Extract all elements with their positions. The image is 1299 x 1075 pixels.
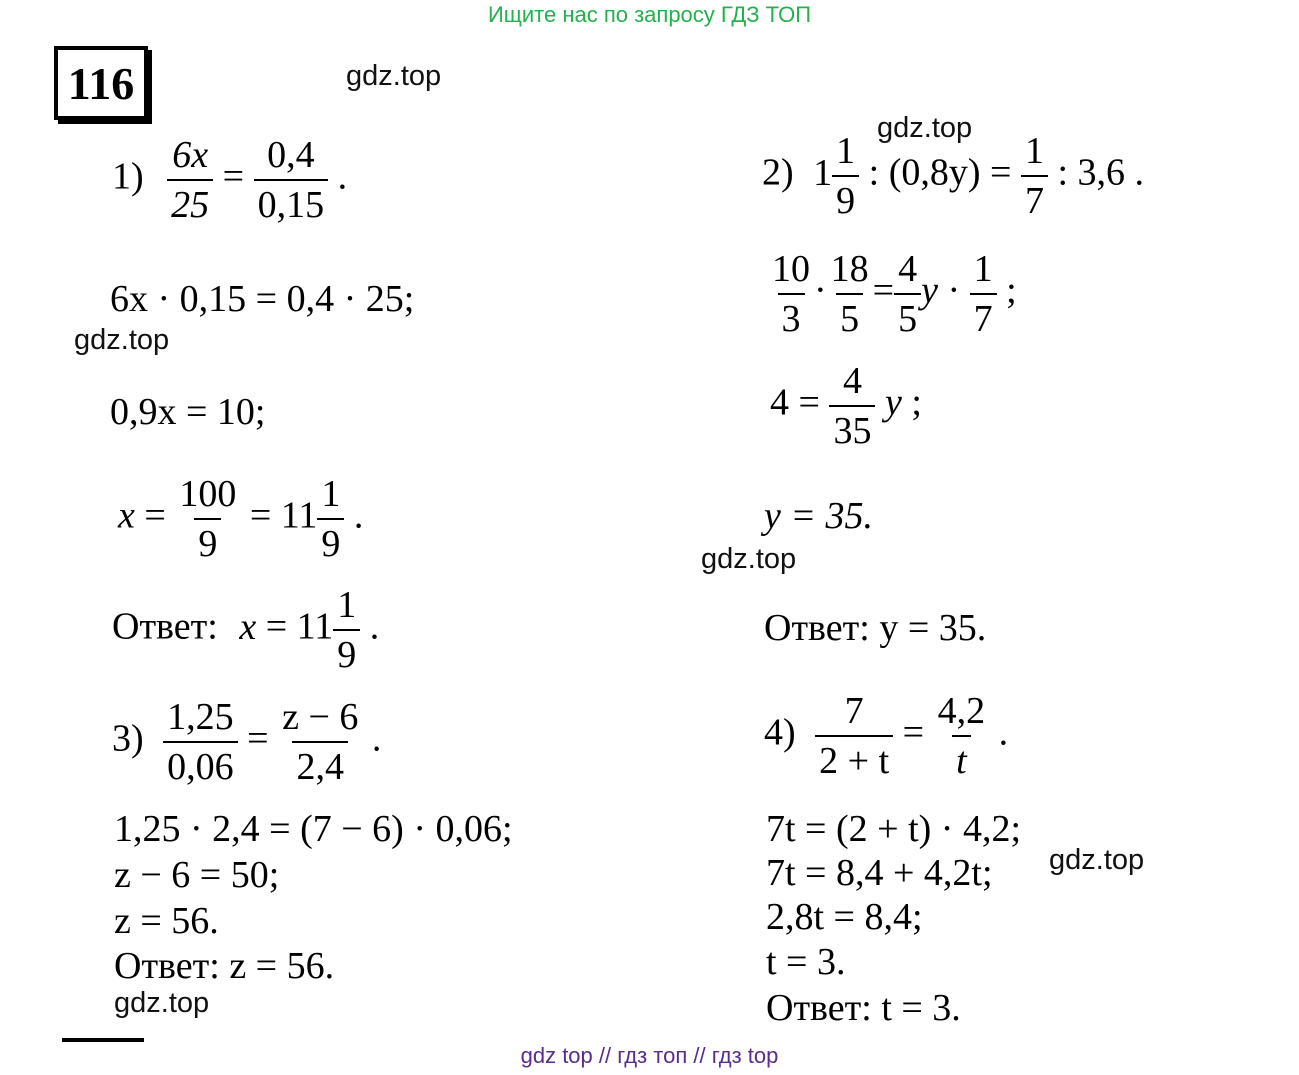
problem-3-step-3: z = 56. [114,900,219,942]
fraction-numerator: 1 [321,473,341,515]
answer-value: z = 56. [229,945,335,987]
fraction-denominator: 5 [836,293,863,338]
bottom-rule [62,1038,144,1042]
fraction-denominator: 5 [894,293,921,338]
fraction-denominator: 2,4 [292,741,348,786]
mixed-whole: 1 [813,151,833,194]
fraction-numerator: 1 [836,130,856,172]
fraction-denominator: 7 [1021,175,1048,220]
fraction-denominator: 0,15 [254,179,329,224]
fraction-denominator: 7 [970,293,997,338]
fraction-numerator: 1 [973,248,993,290]
fraction-denominator: 9 [333,629,360,674]
problem-4-answer [766,989,961,1027]
fraction-numerator: 4,2 [937,690,986,732]
problem-4-step-1: 7t = (2 + t) · 4,2; [766,808,1021,850]
problem-3-equation: 3) $\frac{1,25}{0,06}$ = $\frac{z - 6}{2,4}$ . [112,696,382,788]
problem-2-result: y = 35. [764,495,874,537]
fraction-denominator: 9 [317,518,344,563]
problem-2-equation [762,132,1144,220]
watermark: gdz.top [74,324,170,356]
problem-1-step-1: 6x · 0,15 = 0,4 · 25; [110,278,415,320]
fraction-numerator: 1 [1024,130,1044,172]
fraction-numerator: 1 [337,584,357,626]
top-banner: Ищите нас по запросу ГДЗ ТОП [487,2,812,27]
problem-1-solution: x = $\frac{100}{9}$ = 11 $\frac{1}{9}$ . [118,473,364,565]
problem-1-step-2: 0,9x = 10; [110,391,266,433]
problem-4-step-4: t = 3. [766,941,846,983]
problem-3-label: 3) [112,717,144,760]
problem-4-label: 4) [764,711,796,754]
mixed-whole: 11 [296,605,334,648]
problem-1-label: 1) [112,155,144,198]
answer-value: y = 35. [879,607,987,649]
problem-3-answer [114,947,334,985]
fraction-denominator: 2 + t [815,735,893,780]
problem-4-equation: 4) $\frac{7}{2 + t}$ = $\frac{4,2}{t}$ . [764,690,1009,782]
equation-middle: : (0,8y) = [868,151,1012,194]
fraction-numerator: 0,4 [267,134,315,176]
problem-1-equation: 1) $\frac{6x}{25}$ = $\frac{0,4}{0,15}$ . [112,134,348,226]
problem-4-step-2: 7t = 8,4 + 4,2t; [766,852,993,894]
answer-word: Ответ: [114,945,220,987]
answer-word: Ответ: [766,987,872,1029]
watermark: gdz.top [346,60,442,92]
task-number-box: 116 [54,46,148,120]
problem-2-step-2: 4 = $\frac{4}{35}$ y ; [770,360,922,452]
problem-3-step-2: z − 6 = 50; [114,854,280,896]
fraction-denominator: 9 [194,518,221,563]
problem-2-step-1: $\frac{10}{3}$ · $\frac{18}{5}$ = $\frac{4}{5}$ y · $\frac{1}{7}$ ; [768,250,1017,338]
mixed-whole: 11 [280,494,318,537]
answer-value: t = 3. [881,987,961,1029]
answer-word: Ответ: [764,607,870,649]
fraction-denominator: t [952,735,971,780]
watermark: gdz.top [877,112,973,144]
fraction-denominator: 0,06 [163,741,238,786]
fraction-numerator: z − 6 [282,696,359,738]
fraction-numerator: 100 [179,473,237,515]
fraction-denominator: 35 [829,405,875,450]
footer-links[interactable]: gdz top // гдз топ // гдз top [520,1043,779,1068]
equation-tail: : 3,6 . [1057,151,1145,194]
fraction-numerator: 18 [830,248,869,290]
problem-4-step-3: 2,8t = 8,4; [766,896,923,938]
fraction-numerator: 6x [172,134,209,176]
fraction-numerator: 1,25 [167,696,234,738]
fraction-numerator: 10 [772,248,810,290]
problem-2-answer [764,609,986,647]
fraction-numerator: 4 [898,248,918,290]
watermark: gdz.top [114,987,210,1019]
watermark: gdz.top [1049,844,1145,876]
fraction-denominator: 9 [832,175,859,220]
fraction-numerator: 4 [842,360,862,402]
problem-1-answer: Ответ: x = 11 $\frac{1}{9}$ . [112,584,380,676]
fraction-denominator: 25 [167,179,213,224]
fraction-numerator: 7 [844,690,864,732]
watermark: gdz.top [701,543,797,575]
answer-word: Ответ: [112,605,218,648]
fraction-denominator: 3 [778,293,805,338]
problem-3-step-1: 1,25 · 2,4 = (7 − 6) · 0,06; [114,808,513,850]
problem-2-label: 2) [762,151,794,194]
